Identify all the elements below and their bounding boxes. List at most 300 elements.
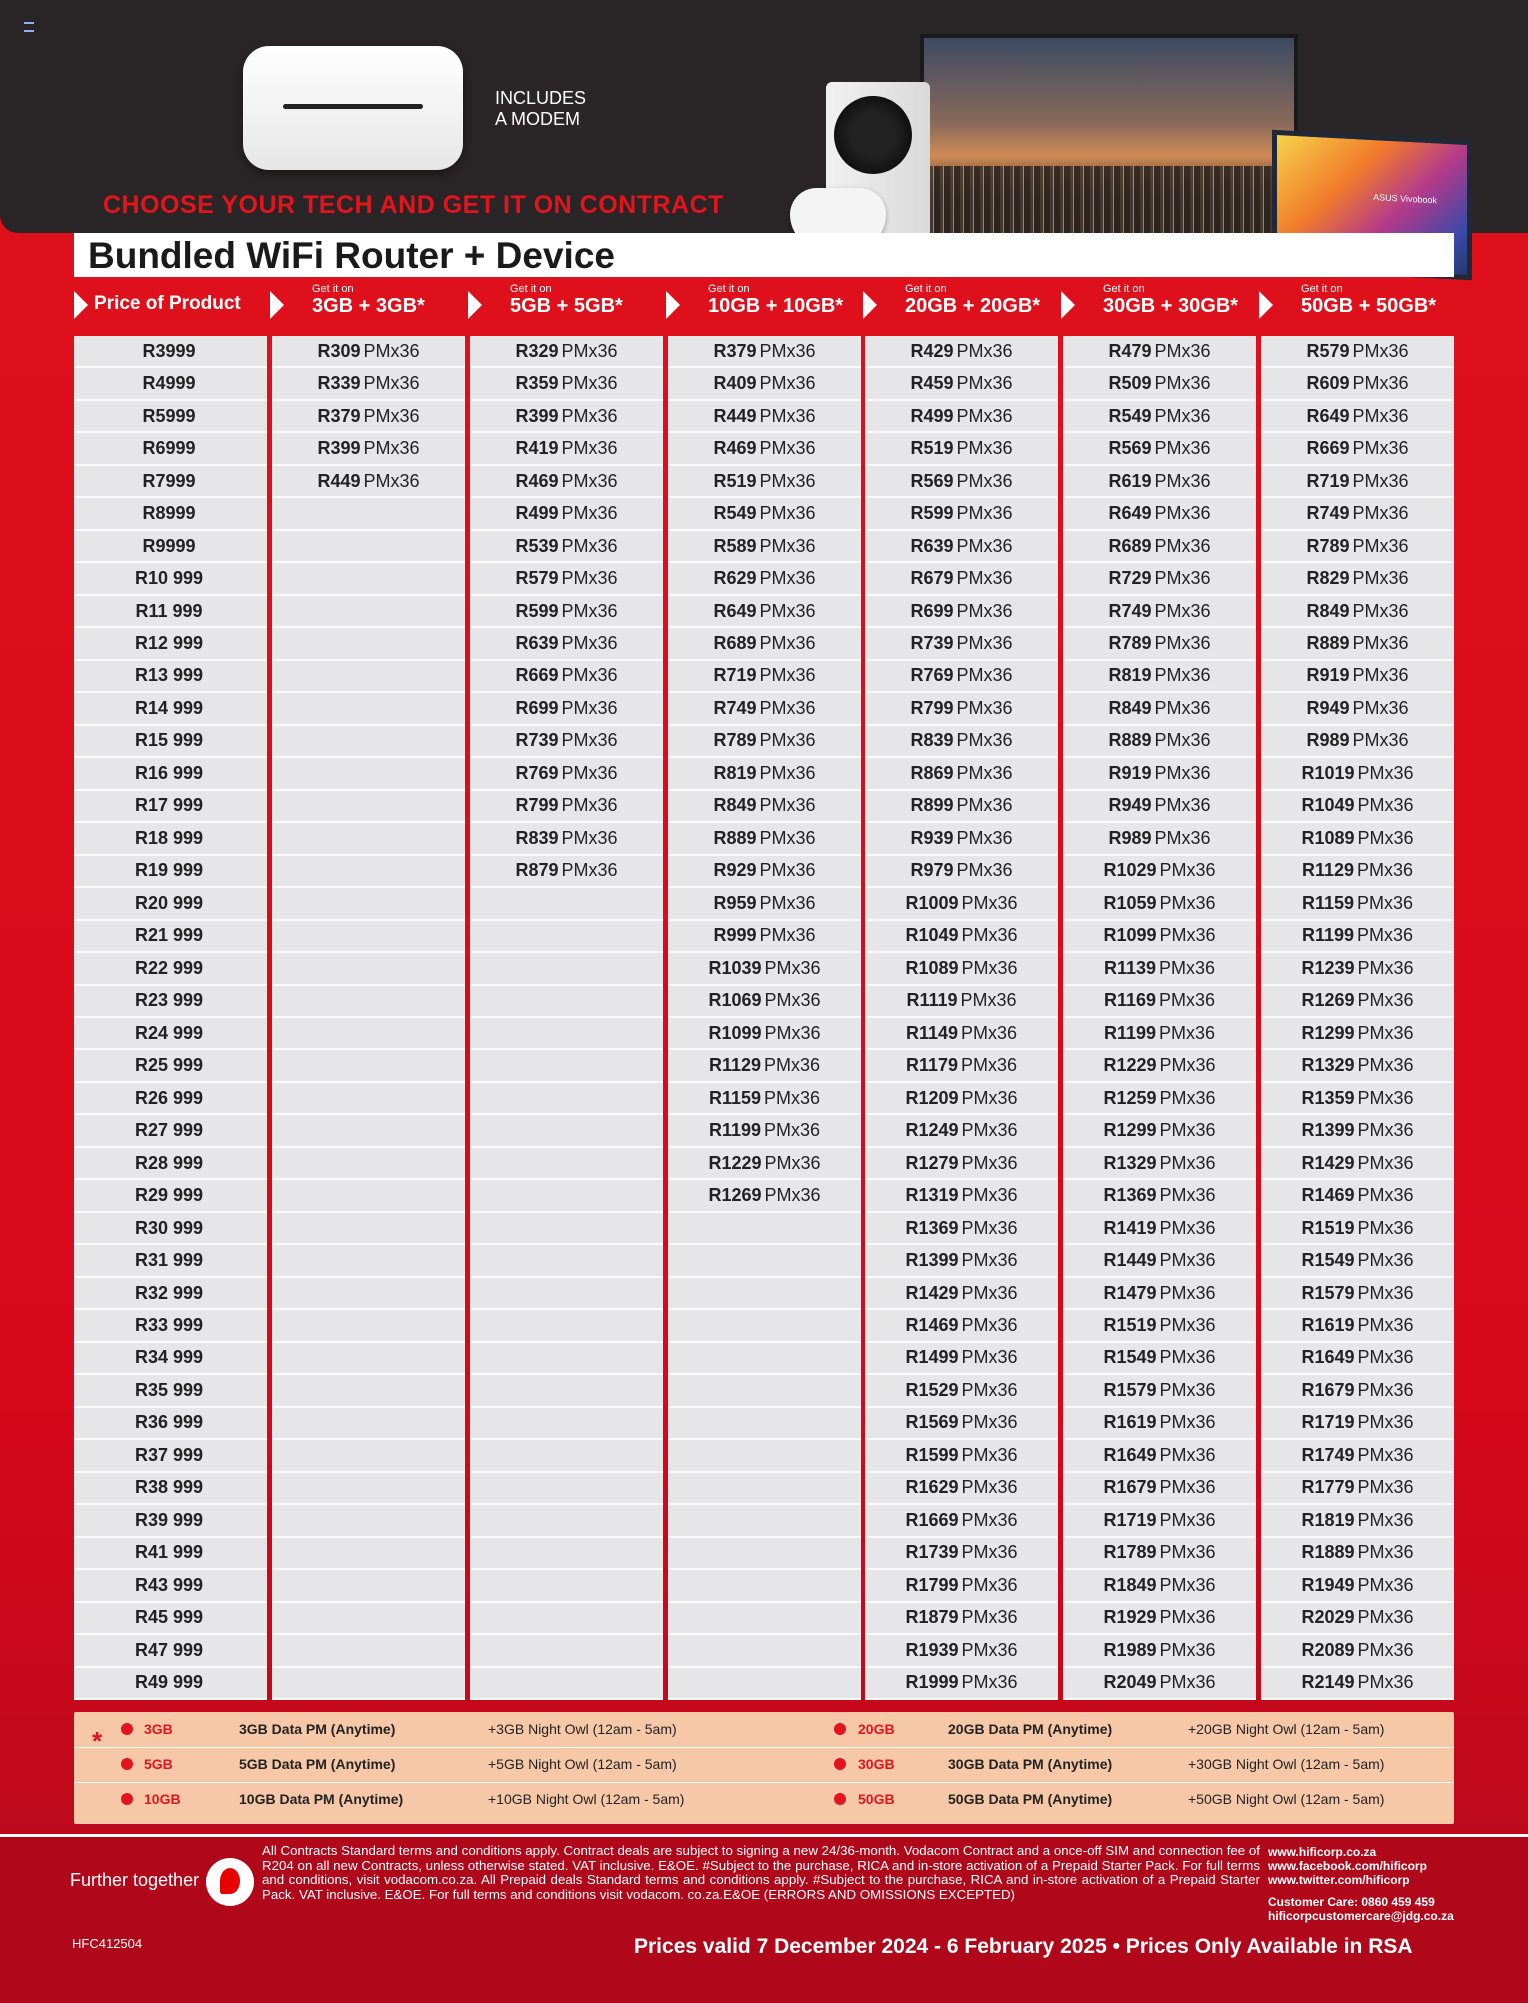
link-facebook[interactable]: www.facebook.com/hificorp [1268,1859,1427,1873]
arrow-icon [863,291,877,319]
term-suffix: PMx36 [1352,373,1409,394]
table-cell [272,726,465,758]
legend-gb: 50GB [858,1791,895,1807]
term-suffix: PMx36 [561,503,618,524]
link-website[interactable]: www.hificorp.co.za [1268,1845,1377,1859]
term-suffix: PMx36 [1357,1185,1414,1206]
monthly-price: R1429 [905,1282,959,1303]
table-cell [1063,563,1256,595]
table-cell [272,856,465,888]
legend-desc: 5GB Data PM (Anytime) [239,1756,396,1772]
table-cell [272,1180,465,1212]
product-price: R32 999 [134,1282,204,1303]
term-suffix: PMx36 [1357,1672,1414,1693]
legend-desc: 10GB Data PM (Anytime) [239,1791,404,1807]
table-cell [1063,1473,1256,1505]
monthly-price: R749 [713,697,757,718]
table-cell [1063,823,1256,855]
table-cell [1261,986,1454,1018]
table-cell [865,1570,1058,1602]
monthly-price: R849 [713,795,757,816]
monthly-price: R1789 [1103,1542,1157,1563]
table-cell [668,1148,861,1180]
term-suffix: PMx36 [1357,1509,1414,1530]
table-cell [1063,1570,1256,1602]
monthly-price: R619 [1108,470,1152,491]
monthly-price: R1529 [905,1379,959,1400]
term-suffix: PMx36 [961,1444,1018,1465]
term-suffix: PMx36 [1357,1152,1414,1173]
term-suffix: PMx36 [363,470,420,491]
table-cell [668,1408,861,1440]
term-suffix: PMx36 [956,568,1013,589]
legend-row [74,1782,1454,1817]
get-it-on-label: Get it on [510,283,552,295]
product-price: R17 999 [134,795,204,816]
monthly-price: R379 [713,340,757,361]
table-cell [272,1148,465,1180]
table-cell [74,1180,267,1212]
term-suffix: PMx36 [1352,633,1409,654]
table-cell [74,1083,267,1115]
table-cell [865,336,1058,368]
table-cell [1063,1603,1256,1635]
table-cell [1063,1050,1256,1082]
table-cell [272,596,465,628]
term-suffix: PMx36 [1352,600,1409,621]
monthly-price: R729 [1108,568,1152,589]
monthly-price: R1029 [1103,860,1157,881]
table-cell [470,1310,663,1342]
table-cell [470,823,663,855]
table-cell [272,1570,465,1602]
term-suffix: PMx36 [759,405,816,426]
table-cell [1261,1213,1454,1245]
monthly-price: R1299 [1103,1120,1157,1141]
table-cell [74,921,267,953]
term-suffix: PMx36 [1159,1639,1216,1660]
table-cell [74,433,267,465]
table-cell [74,1505,267,1537]
table-cell [668,368,861,400]
table-cell [470,1505,663,1537]
monthly-price: R609 [1306,373,1350,394]
menu-icon [24,22,34,32]
table-cell [74,336,267,368]
table-cell [1063,921,1256,953]
monthly-price: R749 [1108,600,1152,621]
table-cell [74,856,267,888]
table-cell [272,1245,465,1277]
bullet-icon [121,1793,133,1805]
table-cell [668,1505,861,1537]
product-price: R5999 [142,405,196,426]
term-suffix: PMx36 [961,1347,1018,1368]
table-cell [470,433,663,465]
table-cell [865,1245,1058,1277]
table-cell [470,563,663,595]
table-cell [668,1278,861,1310]
term-suffix: PMx36 [961,1152,1018,1173]
monthly-price: R1329 [1103,1152,1157,1173]
table-cell [668,336,861,368]
table-cell [74,823,267,855]
product-price: R47 999 [134,1639,204,1660]
legend-night: +10GB Night Owl (12am - 5am) [488,1791,685,1807]
plan-column [470,336,663,1700]
table-cell [1063,1018,1256,1050]
table-cell [1261,1440,1454,1472]
get-it-on-label: Get it on [708,283,750,295]
table-cell [470,1278,663,1310]
table-cell [74,791,267,823]
product-price: R3999 [142,340,196,361]
monthly-price: R1989 [1103,1639,1157,1660]
monthly-price: R1399 [1301,1120,1355,1141]
term-suffix: PMx36 [759,438,816,459]
table-cell [1261,888,1454,920]
table-cell [865,1375,1058,1407]
table-cell [74,758,267,790]
table-cell [1063,953,1256,985]
table-cell [272,1408,465,1440]
table-cell [668,888,861,920]
table-cell [74,1473,267,1505]
term-suffix: PMx36 [956,373,1013,394]
table-cell [1063,1310,1256,1342]
monthly-price: R799 [515,795,559,816]
legend-night: +3GB Night Owl (12am - 5am) [488,1721,677,1737]
term-suffix: PMx36 [1352,730,1409,751]
term-suffix: PMx36 [961,1412,1018,1433]
link-twitter[interactable]: www.twitter.com/hificorp [1268,1873,1410,1887]
bullet-icon [121,1723,133,1735]
table-cell [865,823,1058,855]
monthly-price: R1009 [905,892,959,913]
plan-column [1063,336,1256,1700]
table-cell [272,1635,465,1667]
product-price: R39 999 [134,1509,204,1530]
term-suffix: PMx36 [1357,1412,1414,1433]
monthly-price: R1819 [1301,1509,1355,1530]
table-cell [272,888,465,920]
table-cell [272,986,465,1018]
monthly-price: R549 [713,503,757,524]
table-cell [1261,1505,1454,1537]
monthly-price: R1679 [1301,1379,1355,1400]
table-cell [1261,1018,1454,1050]
monthly-price: R429 [910,340,954,361]
table-cell [74,1245,267,1277]
table-cell [668,953,861,985]
get-it-on-label: Get it on [1301,283,1343,295]
monthly-price: R1229 [1103,1055,1157,1076]
bullet-icon [834,1723,846,1735]
term-suffix: PMx36 [759,503,816,524]
table-cell [668,1180,861,1212]
monthly-price: R499 [910,405,954,426]
table-cell [1261,1635,1454,1667]
monthly-price: R919 [1306,665,1350,686]
table-cell [272,661,465,693]
term-suffix: PMx36 [1159,1542,1216,1563]
table-cell [1063,1343,1256,1375]
product-price: R36 999 [134,1412,204,1433]
product-price: R15 999 [134,730,204,751]
modem-image [243,46,463,170]
table-cell [272,1538,465,1570]
term-suffix: PMx36 [1159,957,1216,978]
product-price: R34 999 [134,1347,204,1368]
term-suffix: PMx36 [1357,1022,1414,1043]
term-suffix: PMx36 [1159,990,1216,1011]
arrow-icon [270,291,284,319]
term-suffix: PMx36 [759,925,816,946]
table-cell [74,531,267,563]
monthly-price: R699 [515,697,559,718]
monthly-price: R1299 [1301,1022,1355,1043]
monthly-price: R979 [910,860,954,881]
column-header-plan [468,283,658,323]
arrow-icon [1061,291,1075,319]
monthly-price: R1499 [905,1347,959,1368]
monthly-price: R1579 [1103,1379,1157,1400]
table-cell [1261,1180,1454,1212]
term-suffix: PMx36 [1159,925,1216,946]
product-price: R9999 [142,535,196,556]
monthly-price: R939 [910,827,954,848]
table-cell [668,1018,861,1050]
monthly-price: R599 [910,503,954,524]
table-cell [865,1148,1058,1180]
table-cell [1261,1050,1454,1082]
monthly-price: R839 [515,827,559,848]
term-suffix: PMx36 [764,1120,821,1141]
term-suffix: PMx36 [759,730,816,751]
monthly-price: R929 [713,860,757,881]
product-price: R27 999 [134,1120,204,1141]
monthly-price: R469 [515,470,559,491]
product-price: R18 999 [134,827,204,848]
term-suffix: PMx36 [1159,1672,1216,1693]
monthly-price: R499 [515,503,559,524]
term-suffix: PMx36 [1357,1574,1414,1595]
table-cell [1261,1538,1454,1570]
table-cell [668,1635,861,1667]
table-cell [470,953,663,985]
table-cell [272,563,465,595]
term-suffix: PMx36 [561,762,618,783]
monthly-price: R989 [1306,730,1350,751]
monthly-price: R739 [910,633,954,654]
table-cell [272,1050,465,1082]
table-cell [668,1343,861,1375]
table-cell [74,1050,267,1082]
term-suffix: PMx36 [956,762,1013,783]
monthly-price: R1199 [708,1120,762,1141]
monthly-price: R409 [713,373,757,394]
monthly-price: R1369 [1103,1185,1157,1206]
table-cell [272,758,465,790]
monthly-price: R2049 [1103,1672,1157,1693]
term-suffix: PMx36 [561,405,618,426]
term-suffix: PMx36 [961,925,1018,946]
monthly-price: R849 [1108,697,1152,718]
customer-email[interactable]: hificorpcustomercare@jdg.co.za [1268,1909,1454,1923]
data-legend [74,1712,1454,1824]
table-cell [272,953,465,985]
table-cell [668,1115,861,1147]
table-cell [1063,1440,1256,1472]
table-cell [74,1375,267,1407]
monthly-price: R449 [317,470,361,491]
table-cell [1261,726,1454,758]
monthly-price: R789 [713,730,757,751]
table-cell [1261,498,1454,530]
table-cell [1063,1115,1256,1147]
monthly-price: R1099 [1103,925,1157,946]
term-suffix: PMx36 [1357,1282,1414,1303]
monthly-price: R1149 [905,1022,959,1043]
table-cell [470,596,663,628]
term-suffix: PMx36 [1357,1087,1414,1108]
contacts [1268,1845,1454,1923]
table-cell [272,1343,465,1375]
term-suffix: PMx36 [1352,568,1409,589]
table-cell [74,661,267,693]
monthly-price: R689 [1108,535,1152,556]
table-cell [668,401,861,433]
monthly-price: R1889 [1301,1542,1355,1563]
monthly-price: R569 [910,470,954,491]
terms-text: All Contracts Standard terms and conditions apply. Contract deals are subject to signing a new 24/36-month. Vodacom Contract and a once-off SIM and connection fee of R204 on all new Contracts, unless otherwise stated. VAT inclusive. E&OE. #Subject to the purchase, RICA and in-store activation of a Prepaid Starter Pack. For full terms and conditions, visit vodacom.co.za. All Prepaid deals Standard terms and conditions apply. #Subject to the purchase, RICA and in-store activation of a Prepaid Starter Pack. VAT inclusive. E&OE. For full terms and conditions visit vodacom. co.za.E&OE (ERRORS AND OMISSIONS EXCEPTED) [262,1843,1260,1902]
table-cell [470,1148,663,1180]
term-suffix: PMx36 [1357,990,1414,1011]
plan-column [668,336,861,1700]
table-cell [1261,1408,1454,1440]
term-suffix: PMx36 [961,1542,1018,1563]
table-cell [668,726,861,758]
table-cell [668,1570,861,1602]
table-cell [1261,1343,1454,1375]
monthly-price: R789 [1306,535,1350,556]
term-suffix: PMx36 [764,1087,821,1108]
table-cell [668,596,861,628]
table-cell [1063,1278,1256,1310]
legend-row [74,1712,1454,1748]
term-suffix: PMx36 [1159,892,1216,913]
table-cell [668,1538,861,1570]
table-cell [272,1018,465,1050]
term-suffix: PMx36 [764,1152,821,1173]
term-suffix: PMx36 [764,1022,821,1043]
get-it-on-label: Get it on [905,283,947,295]
term-suffix: PMx36 [961,1087,1018,1108]
term-suffix: PMx36 [363,405,420,426]
monthly-price: R649 [713,600,757,621]
monthly-price: R519 [713,470,757,491]
table-cell [1261,433,1454,465]
monthly-price: R1319 [905,1185,959,1206]
monthly-price: R1719 [1301,1412,1355,1433]
term-suffix: PMx36 [1357,1639,1414,1660]
term-suffix: PMx36 [1154,665,1211,686]
term-suffix: PMx36 [961,1282,1018,1303]
legend-night: +30GB Night Owl (12am - 5am) [1188,1756,1385,1772]
legend-gb: 10GB [144,1791,181,1807]
term-suffix: PMx36 [1154,827,1211,848]
table-cell [74,986,267,1018]
monthly-price: R789 [1108,633,1152,654]
term-suffix: PMx36 [961,1672,1018,1693]
legend-night: +20GB Night Owl (12am - 5am) [1188,1721,1385,1737]
page-title: Bundled WiFi Router + Device [88,235,615,276]
table-cell [470,1083,663,1115]
term-suffix: PMx36 [1154,470,1211,491]
product-price: R7999 [142,470,196,491]
monthly-price: R699 [910,600,954,621]
monthly-price: R1599 [905,1444,959,1465]
monthly-price: R1039 [708,957,762,978]
table-cell [1261,758,1454,790]
table-cell [272,1473,465,1505]
term-suffix: PMx36 [1159,1509,1216,1530]
monthly-price: R1549 [1301,1250,1355,1271]
arrow-icon [666,291,680,319]
table-cell [1261,1245,1454,1277]
product-price: R37 999 [134,1444,204,1465]
term-suffix: PMx36 [1154,730,1211,751]
table-cell [1261,1310,1454,1342]
table-cell [272,791,465,823]
table-cell [668,1213,861,1245]
table-cell [1063,1083,1256,1115]
table-cell [668,1440,861,1472]
table-cell [865,791,1058,823]
term-suffix: PMx36 [1357,762,1414,783]
monthly-price: R889 [1306,633,1350,654]
term-suffix: PMx36 [1352,438,1409,459]
table-cell [865,401,1058,433]
table-cell [272,368,465,400]
table-cell [1063,986,1256,1018]
monthly-price: R1129 [708,1055,762,1076]
term-suffix: PMx36 [1154,697,1211,718]
table-cell [470,888,663,920]
monthly-price: R1119 [906,990,958,1011]
table-cell [668,1310,861,1342]
table-cell [865,888,1058,920]
plan-column [1261,336,1454,1700]
plan-label: 20GB + 20GB* [905,295,1041,317]
monthly-price: R589 [713,535,757,556]
term-suffix: PMx36 [1159,1087,1216,1108]
table-cell [865,1408,1058,1440]
table-cell [865,596,1058,628]
monthly-price: R1089 [905,957,959,978]
table-cell [1063,1668,1256,1700]
column-header-plan [1259,283,1449,323]
table-cell [470,726,663,758]
table-cell [470,466,663,498]
monthly-price: R1779 [1301,1477,1355,1498]
term-suffix: PMx36 [561,600,618,621]
monthly-price: R819 [713,762,757,783]
product-price: R45 999 [134,1607,204,1628]
monthly-price: R889 [1108,730,1152,751]
monthly-price: R1049 [1301,795,1355,816]
table-cell [1261,1278,1454,1310]
